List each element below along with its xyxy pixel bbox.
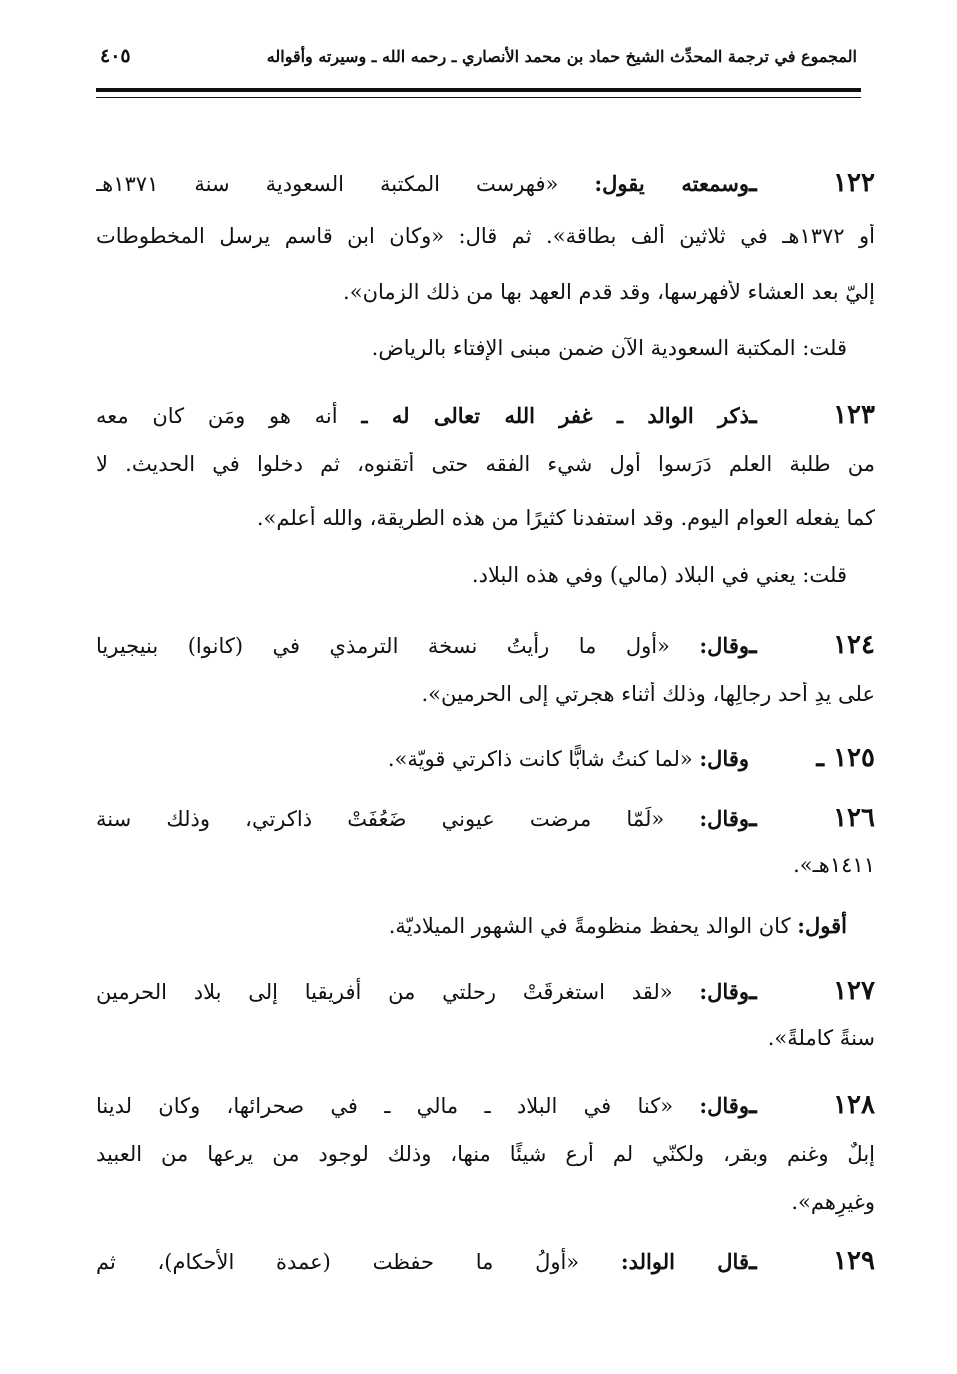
entry-text: كما يفعله العوام اليوم. وقد استفدنا كثيرًا من هذه الطريقة، والله أعلم». — [256, 506, 875, 530]
header-rule-thin — [96, 97, 861, 98]
entry-number: ١٢٤ ـ — [749, 630, 875, 660]
entry-text: «فهرست المكتبة السعودية سنة ١٣٧١هـ — [96, 172, 559, 196]
entry-text: «لما كنتُ شابًّا كانت ذاكرتي قويّة». — [387, 747, 693, 771]
author-remark — [96, 913, 847, 961]
entry-text: «كنا في البلاد ـ مالي ـ في صحرائها، وكان لدينا — [96, 1094, 674, 1118]
entry-text: من طلبة العلم دَرَسوا أول شيء الفقه حتى أتقنوه، ثم دخلوا في الحديث. لا — [96, 452, 875, 476]
entry-text: «لقد استغرقَتْ رحلتي من أفريقيا إلى بلاد الحرمين — [96, 980, 673, 1004]
entry-lead: وقال: — [699, 806, 749, 831]
entry-text: إليّ بعد العشاء لأفهرسها، وقد قدم العهد بها من ذلك الزمان». — [343, 280, 875, 304]
entry-text: «لَمّا مرضت عيوني ضَعُفَتْ ذاكرتي، وذلك سنة — [96, 807, 665, 831]
entry-number: ١٢٥ ـ — [816, 743, 875, 773]
entry-lead: وسمعته يقول: — [594, 171, 749, 196]
entry-text: وغيرِهم». — [791, 1190, 875, 1214]
entry-text: «أولُ ما حفظت (عمدة الأحكام)، ثم — [96, 1250, 580, 1274]
running-header — [100, 38, 857, 74]
entry-lead: وقال: — [699, 1093, 749, 1118]
page-number: ٤٠٥ — [100, 45, 131, 67]
entry-number: ١٢٧ ـ — [748, 976, 875, 1006]
entry-lead: ذكر الوالد ـ غفر الله تعالى له ـ — [361, 403, 749, 428]
entry-number: ١٢٣ ـ — [749, 400, 875, 430]
entry-text: أو ١٣٧٢هـ في ثلاثين ألف بطاقة». ثم قال: «وكان ابن قاسم يرسل المخطوطات — [96, 224, 875, 248]
remark-label: أقول: — [797, 913, 847, 938]
entry-text: على يدِ أحد رجالِها، وذلك أثناء هجرتي إلى الحرمين». — [421, 682, 875, 706]
entry-text: ١٤١١هـ». — [793, 853, 875, 877]
entry-lead: وقال: — [699, 633, 749, 658]
entry-text: سنةً كاملةً». — [767, 1026, 875, 1050]
entry-lead: قال الوالد: — [620, 1249, 749, 1274]
entry-number: ١٢٨ ـ — [748, 1090, 875, 1120]
header-title: المجموع في ترجمة المحدِّث الشيخ حماد بن محمد الأنصاري ـ رحمه الله ـ وسيرته وأقواله — [266, 46, 857, 66]
editor-note: قلت: المكتبة السعودية الآن ضمن مبنى الإفتاء بالرياض. — [371, 336, 847, 360]
entry-lead: وقال: — [699, 979, 749, 1004]
remark-text: كان الوالد يحفظ منظومةً في الشهور الميلاديّة. — [388, 914, 791, 938]
entry-text: «أول ما رأيتُ نسخة الترمذي في (كانوا) بنيجيريا — [96, 634, 670, 658]
header-rule-thick — [96, 88, 861, 92]
entry-text: أنه هو ومَن كان معه — [96, 404, 338, 428]
entry-number: ١٢٢ ـ — [748, 168, 875, 198]
entry-text: إبلٌ وغنم وبقر، ولكنّي لم أرع شيئًا منها، وذلك لوجود من يرعها من العبيد — [96, 1142, 875, 1166]
editor-note: قلت: يعني في البلاد (مالي) وفي هذه البلاد. — [471, 563, 847, 587]
entry-number: ١٢٩ ـ — [748, 1246, 875, 1276]
entry-number: ١٢٦ ـ — [749, 803, 875, 833]
entry-lead: وقال: — [699, 746, 749, 771]
